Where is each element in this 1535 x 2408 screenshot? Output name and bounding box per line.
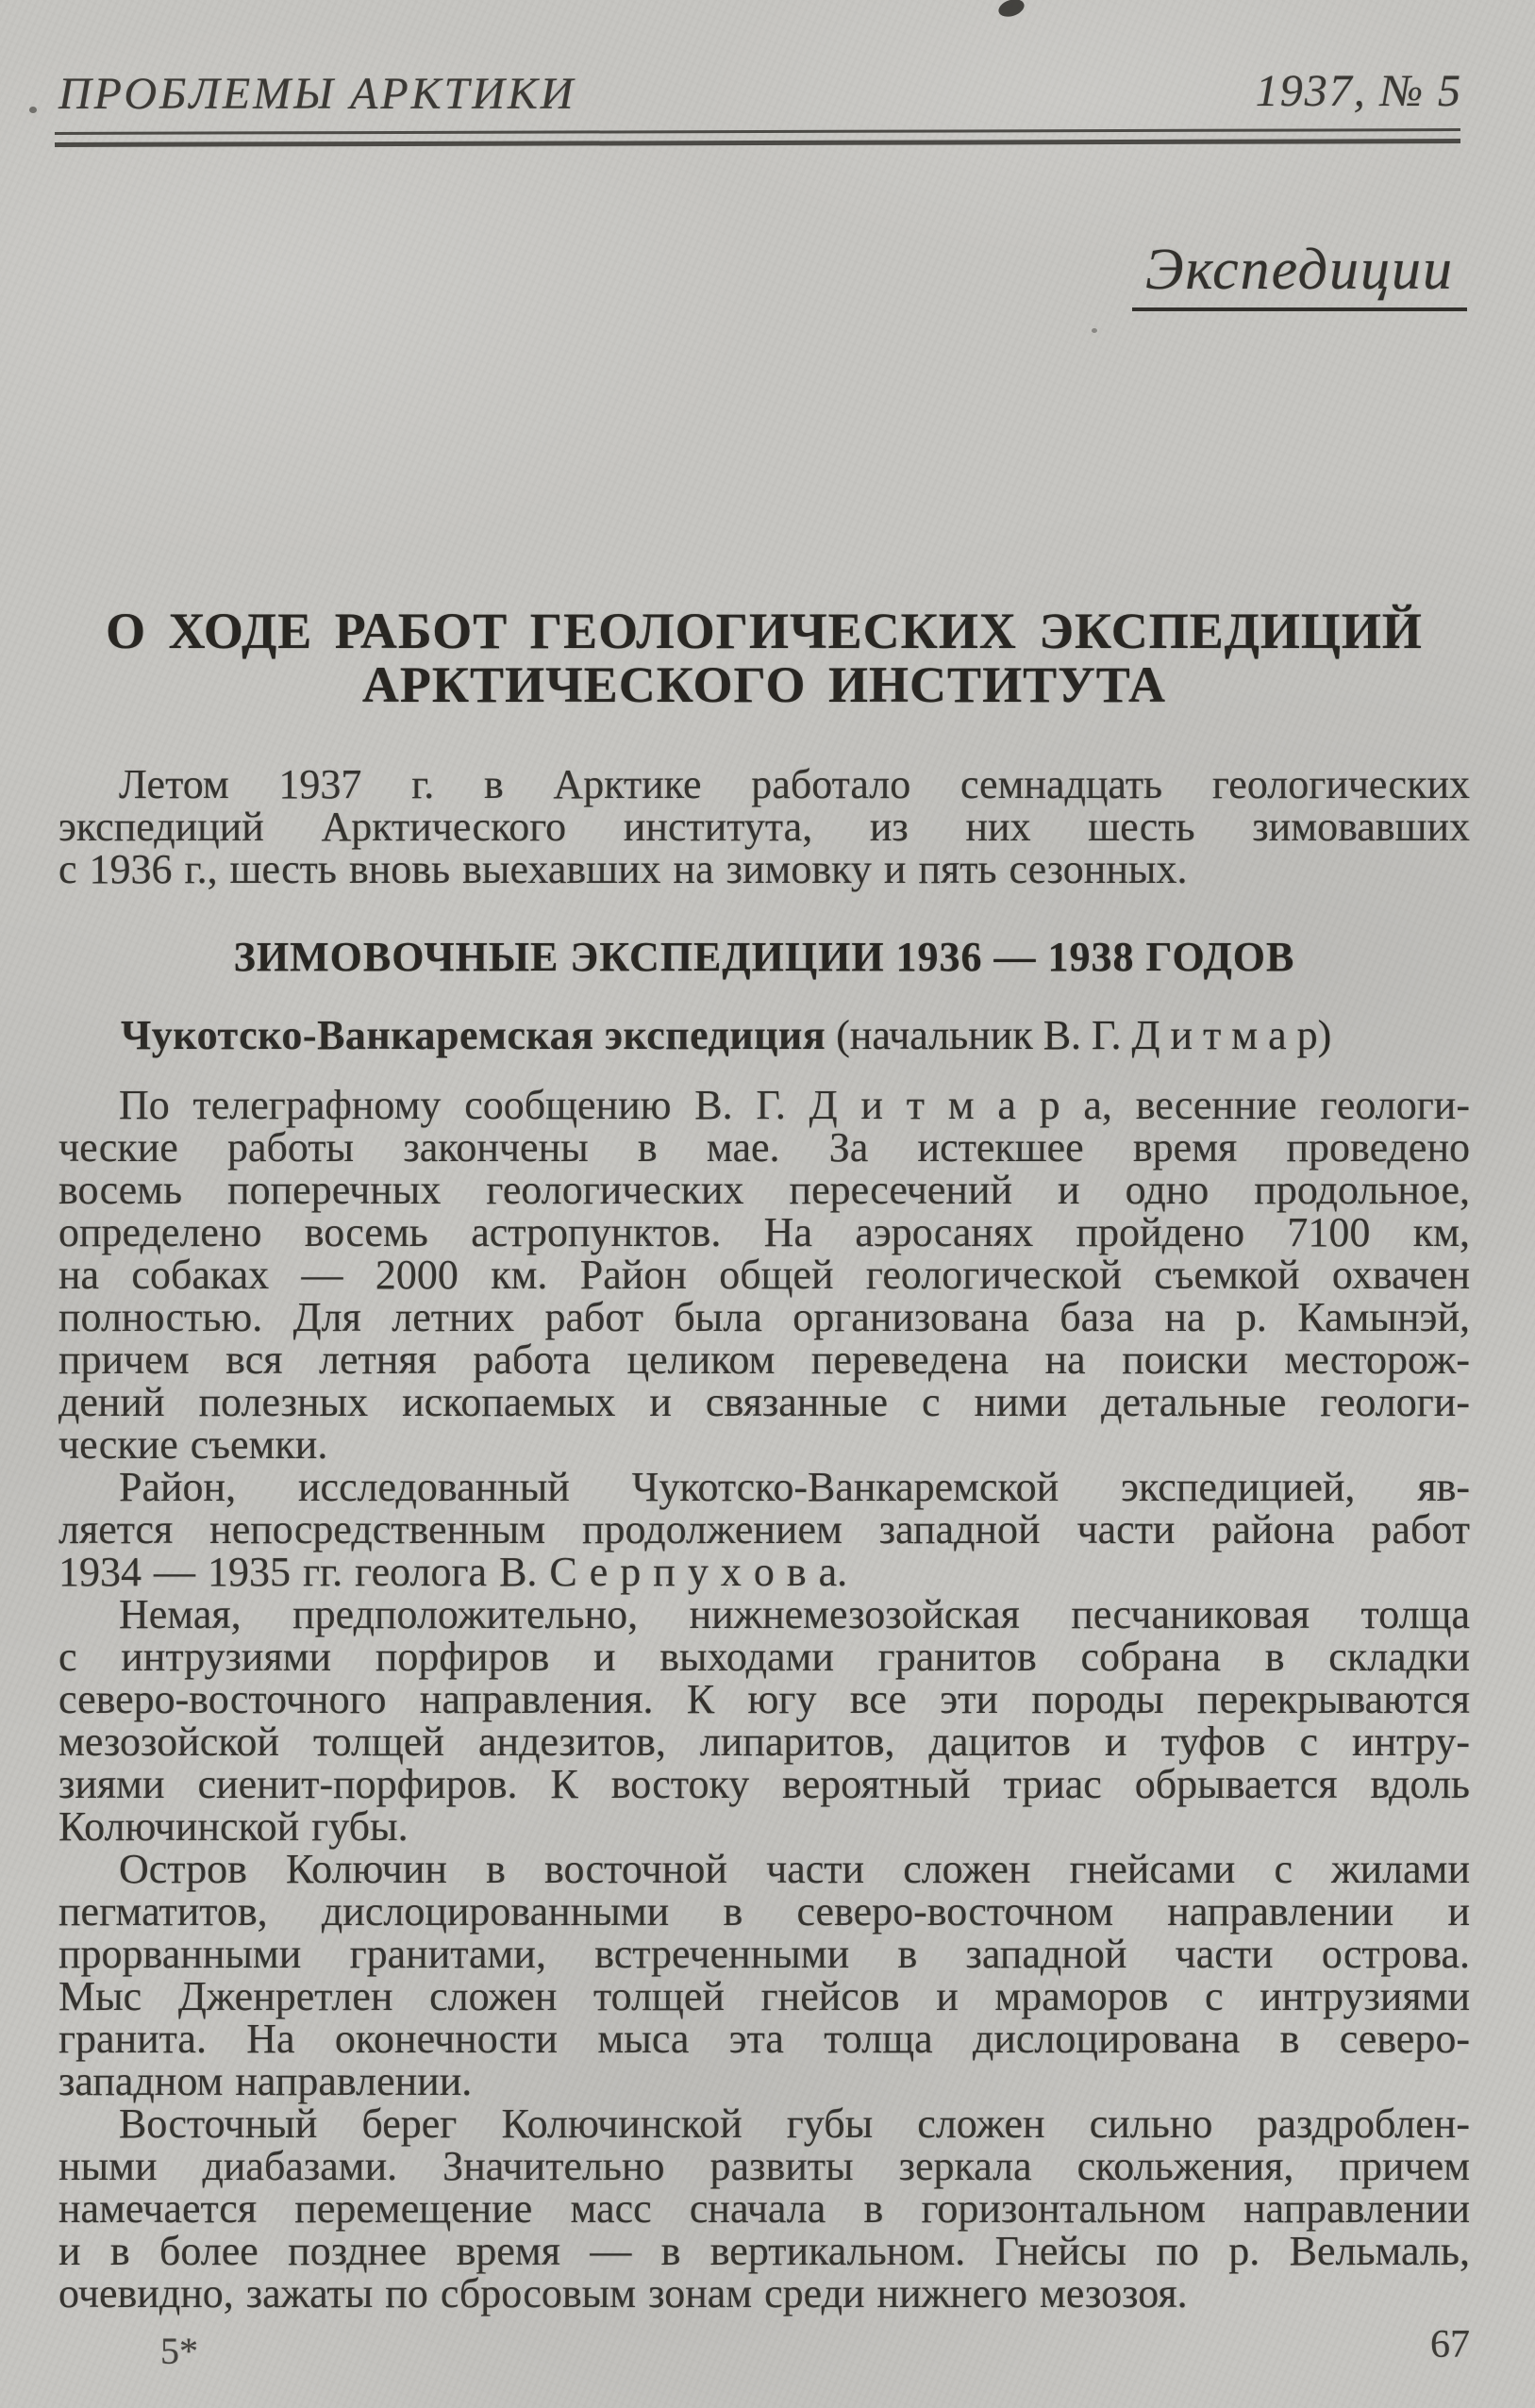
text-line: экспедиций Арктического института, из них шесть зимовавших	[58, 804, 1470, 850]
ink-speck	[996, 0, 1026, 20]
subsection-heading	[58, 1013, 1470, 1058]
article-body	[58, 1084, 1470, 2315]
text-line: Летом 1937 г. в Арктике работало семнадцать геологических	[119, 761, 1470, 807]
section-heading: ЗИМОВОЧНЫЕ ЭКСПЕДИЦИИ 1936 — 1938 ГОДОВ	[233, 934, 1295, 980]
text-line: определено восемь астропунктов. На аэросанях пройдено 7100 км,	[58, 1209, 1470, 1255]
text-line: причем вся летняя работа целиком переведена на поиски месторож-	[58, 1337, 1470, 1383]
article-title-line2: АРКТИЧЕСКОГО ИНСТИТУТА	[361, 656, 1167, 713]
text-line: 1934 — 1935 гг. геолога В. С е р п у х о в а.	[58, 1549, 848, 1595]
text-line: и в более позднее время — в вертикальном. Гнейсы по р. Вельмаль,	[58, 2228, 1470, 2274]
text-line: с 1936 г., шесть вновь выехавших на зимовку и пять сезонных.	[58, 846, 1188, 892]
lead-paragraph	[58, 763, 1470, 890]
text-line: Остров Колючин в восточной части сложен гнейсами с жилами	[119, 1846, 1470, 1892]
text-line: мезозойской толщей андезитов, липаритов, дацитов и туфов с интру-	[58, 1719, 1470, 1765]
issue-label: 1937, № 5	[1255, 66, 1462, 116]
text-line: Восточный берег Колючинской губы сложен сильно раздроблен-	[119, 2101, 1470, 2147]
paragraph	[58, 1593, 1470, 1848]
text-line: северо-восточного направления. К югу все эти породы перекрываются	[58, 1676, 1470, 1722]
paragraph	[58, 1848, 1470, 2102]
paragraph	[58, 1466, 1470, 1593]
text-line: с интрузиями порфиров и выходами гранитов собрана в складки	[58, 1634, 1470, 1680]
text-line: По телеграфному сообщению В. Г. Д и т м а р а, весенние геологи-	[119, 1082, 1470, 1128]
text-line: намечается перемещение масс сначала в горизонтальном направлении	[58, 2185, 1470, 2232]
text-line: ческие съемки.	[58, 1421, 328, 1468]
text-line: ческие работы закончены в мае. За истекшее время проведено	[58, 1124, 1470, 1171]
page-number: 67	[1430, 2323, 1470, 2366]
ink-speck	[1092, 328, 1097, 333]
expedition-leader: (начальник В. Г. Д и т м а р)	[826, 1012, 1332, 1058]
text-line: ными диабазами. Значительно развиты зеркала скольжения, причем	[58, 2143, 1470, 2189]
text-line: западном направлении.	[58, 2058, 473, 2104]
text-line: Район, исследованный Чукотско-Ванкаремской экспедицией, яв-	[119, 1464, 1470, 1510]
text-line: очевидно, зажаты по сбросовым зонам среди нижнего мезозоя.	[58, 2270, 1188, 2317]
text-line: восемь поперечных геологических пересечений и одно продольное,	[58, 1167, 1470, 1213]
journal-title: ПРОБЛЕМЫ АРКТИКИ	[58, 69, 576, 119]
ink-speck	[29, 107, 37, 113]
text-line: ляется непосредственным продолжением западной части района работ	[58, 1506, 1470, 1553]
text-line: зиями сиенит-порфиров. К востоку вероятный триас обрывается вдоль	[58, 1761, 1470, 1807]
text-line: дений полезных ископаемых и связанные с ними детальные геологи-	[58, 1379, 1470, 1425]
text-line: полностью. Для летних работ была организована база на р. Камынэй,	[58, 1294, 1470, 1340]
text-line: Колючинской губы.	[58, 1803, 409, 1850]
paragraph	[58, 1084, 1470, 1466]
signature-mark: 5*	[160, 2330, 198, 2372]
text-line: пегматитов, дислоцированными в северо-восточном направлении и	[58, 1888, 1470, 1935]
text-line: Немая, предположительно, нижнемезозойская песчаниковая толща	[119, 1591, 1470, 1637]
text-line: Мыс Дженретлен сложен толщей гнейсов и мраморов с интрузиями	[58, 1973, 1470, 2019]
expedition-name: Чукотско-Ванкаремская экспедиция	[121, 1012, 826, 1058]
paragraph	[58, 2102, 1470, 2315]
article-title-line1: О ХОДЕ РАБОТ ГЕОЛОГИЧЕСКИХ ЭКСПЕДИЦИЙ	[106, 603, 1423, 659]
text-line: прорванными гранитами, встреченными в западной части острова.	[58, 1931, 1470, 1977]
section-label: Экспедиции	[1132, 236, 1467, 311]
text-line: на собаках — 2000 км. Район общей геологической съемкой охвачен	[58, 1252, 1470, 1298]
paragraph	[58, 763, 1470, 890]
article-title	[58, 605, 1470, 712]
text-line: гранита. На оконечности мыса эта толща дислоцирована в северо-	[58, 2016, 1470, 2062]
masthead-double-rule	[55, 128, 1460, 147]
